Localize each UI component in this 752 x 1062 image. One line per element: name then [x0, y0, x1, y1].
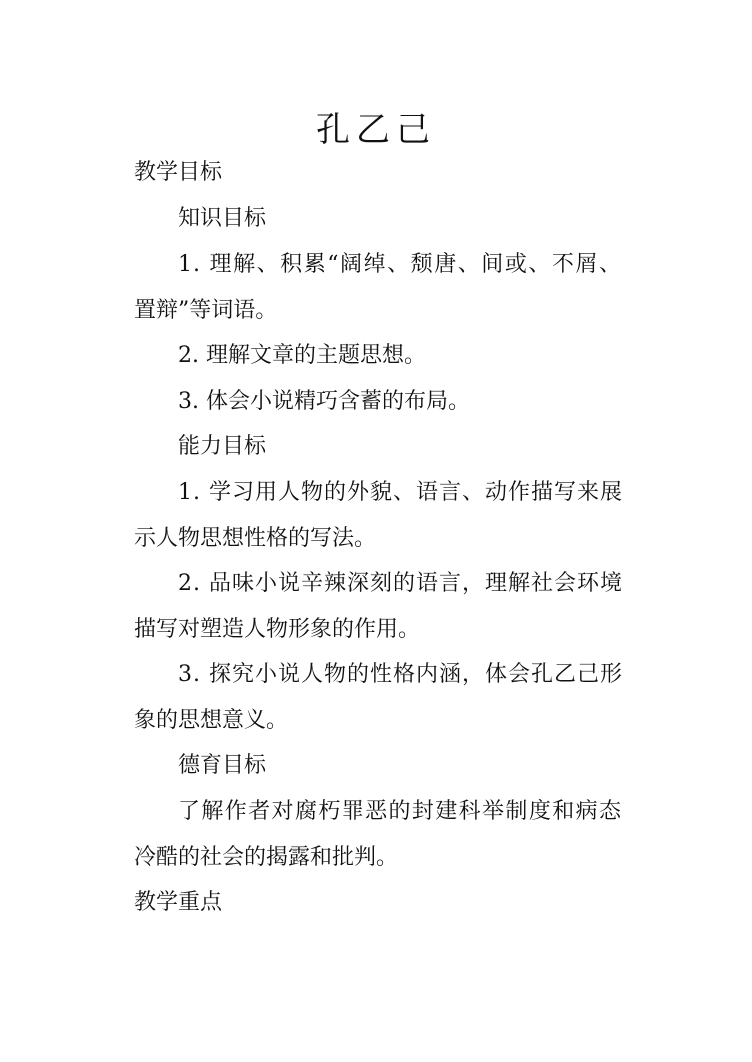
paragraph-line: 2. 品味小说辛辣深刻的语言，理解社会环境 [178, 571, 623, 596]
paragraph-line: 置辩”等词语。 [134, 298, 278, 323]
section-heading-teaching-goals: 教学目标 [134, 160, 223, 185]
paragraph-line: 冷酷的社会的揭露和批判。 [134, 845, 399, 870]
paragraph-line: 1. 学习用人物的外貌、语言、动作描写来展 [178, 480, 623, 505]
paragraph-line: 了解作者对腐朽罪恶的封建科举制度和病态 [178, 799, 622, 824]
paragraph-line: 2. 理解文章的主题思想。 [178, 343, 426, 368]
paragraph-line: 1. 理解、积累“阔绰、颓唐、间或、不屑、 [178, 252, 622, 277]
document-title: 孔乙己 [316, 110, 436, 150]
paragraph-line: 象的思想意义。 [134, 708, 289, 733]
subheading-knowledge-goals: 知识目标 [178, 206, 267, 231]
subheading-moral-goals: 德育目标 [178, 753, 267, 778]
paragraph-line: 3. 探究小说人物的性格内涵，体会孔乙己形 [178, 662, 623, 687]
paragraph-line: 3. 体会小说精巧含蓄的布局。 [178, 389, 470, 414]
paragraph-line: 描写对塑造人物形象的作用。 [134, 617, 421, 642]
section-heading-teaching-focus: 教学重点 [134, 890, 223, 915]
subheading-ability-goals: 能力目标 [178, 434, 267, 459]
paragraph-line: 示人物思想性格的写法。 [134, 526, 377, 551]
